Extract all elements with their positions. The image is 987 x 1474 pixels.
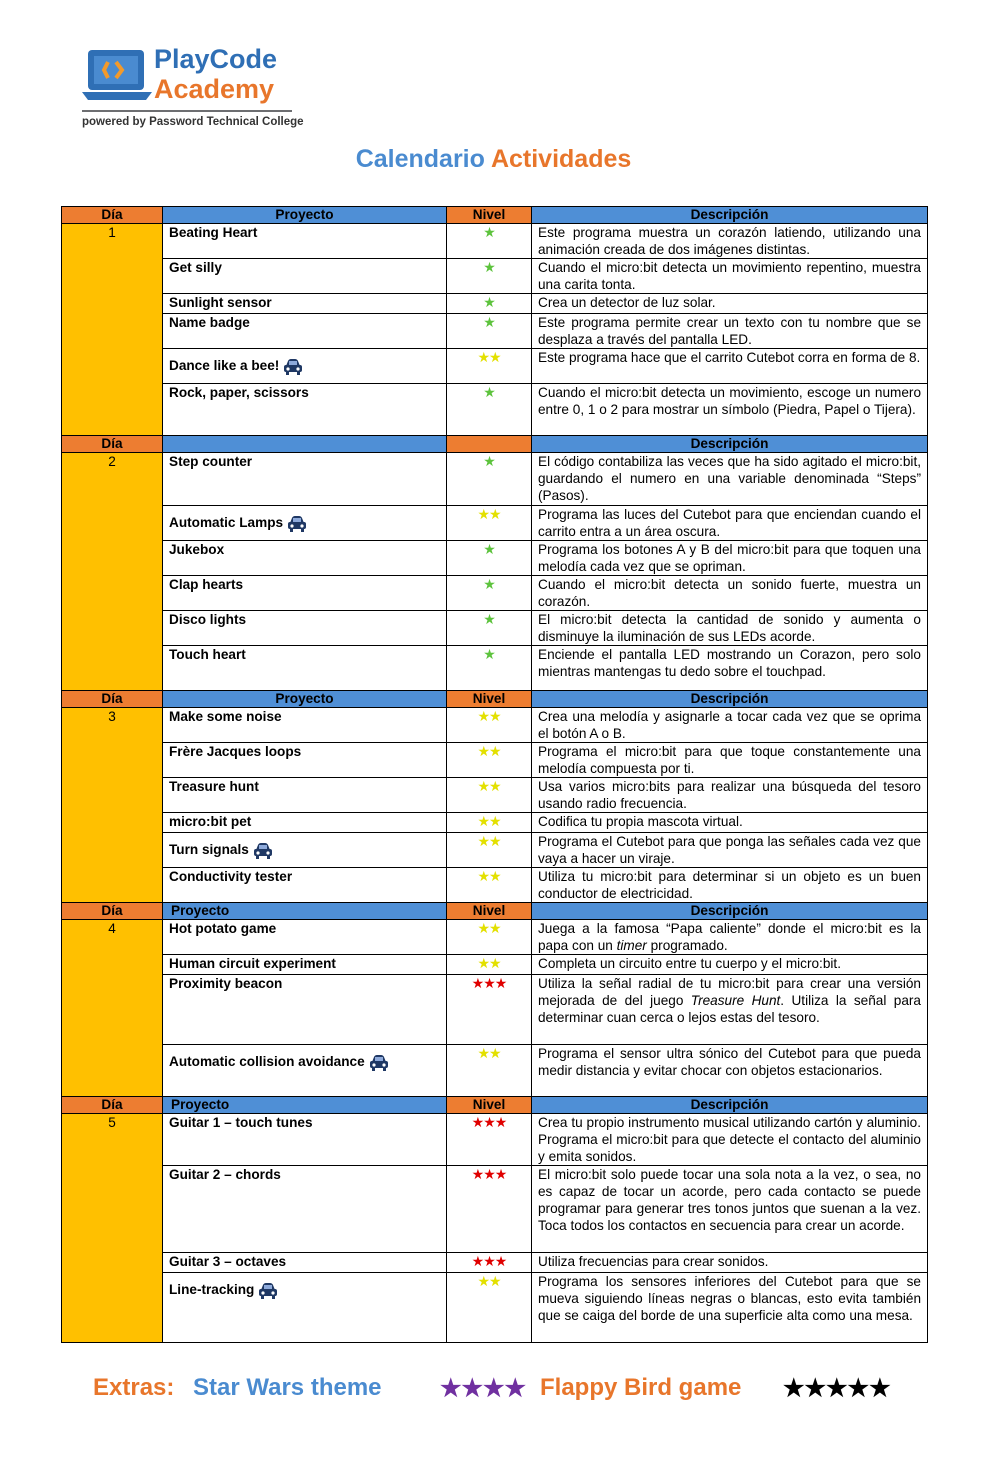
project-name-text: Line-tracking [169, 1282, 255, 1297]
logo-subtitle: powered by Password Technical College [82, 116, 304, 128]
header-project [163, 436, 447, 453]
project-name [163, 453, 447, 506]
project-name [163, 833, 447, 868]
project-name [163, 294, 447, 314]
description: El micro:bit solo puede tocar una sola nota a la vez, o sea, no es capaz de tocar un acorde, pero cada contacto se puede programar para generar tres tonos juntos que suenan a la vez. Toca todos los contactos en secuencia para crear un acorde. [532, 1166, 928, 1253]
project-name-text: Jukebox [169, 542, 225, 557]
project-name [163, 611, 447, 646]
day-header-row [62, 903, 928, 920]
table-row [62, 975, 928, 1045]
description: Completa un circuito entre tu cuerpo y el micro:bit. [532, 955, 928, 975]
table-row [62, 453, 928, 506]
header-project: Proyecto [163, 207, 447, 224]
project-name [163, 955, 447, 975]
level-stars: ★ [447, 576, 532, 611]
project-name [163, 314, 447, 349]
extra-flappy-bird: Flappy Bird game [540, 1374, 742, 1401]
project-name-text: Get silly [169, 260, 222, 275]
description: Programa los botones A y B del micro:bit para que toquen una melodía cada vez que se opriman. [532, 541, 928, 576]
table-row [62, 576, 928, 611]
project-name-text: Disco lights [169, 612, 247, 627]
table-row [62, 259, 928, 294]
laptop-logo-icon [82, 48, 152, 106]
header-description: Descripción [532, 691, 928, 708]
day-header-row [62, 1097, 928, 1114]
description: Programa el micro:bit para que toque constantemente una melodía compuesta por ti. [532, 743, 928, 778]
table-row [62, 1114, 928, 1166]
description: Utiliza frecuencias para crear sonidos. [532, 1253, 928, 1273]
day-header-row [62, 691, 928, 708]
description: El código contabiliza las veces que ha sido agitado el micro:bit, guardando el numero en una variable denominada “Steps” (Pasos). [532, 453, 928, 506]
project-name [163, 743, 447, 778]
table-row [62, 224, 928, 259]
description: Utiliza la señal radial de tu micro:bit para crear una versión mejorada de del juego Treasure Hunt. Utiliza la señal para determinar cuan cerca o lejos estas del tesoro. [532, 975, 928, 1045]
project-name [163, 224, 447, 259]
table-row [62, 1253, 928, 1273]
description: Crea un detector de luz solar. [532, 294, 928, 314]
project-name-text: Sunlight sensor [169, 295, 272, 310]
description: Crea una melodía y asignarle a tocar cada vez que se oprima el botón A o B. [532, 708, 928, 743]
day-number: 3 [62, 708, 163, 903]
header-day: Día [62, 207, 163, 224]
project-name-text: Beating Heart [169, 225, 258, 240]
level-stars: ★★ [447, 868, 532, 903]
project-name-text: Clap hearts [169, 577, 244, 592]
level-stars: ★ [447, 259, 532, 294]
logo-divider [82, 110, 292, 112]
project-name-text: Guitar 1 – touch tunes [169, 1115, 313, 1130]
project-name-wrap [169, 514, 307, 533]
header-level: Nivel [447, 903, 532, 920]
day-number: 1 [62, 224, 163, 436]
day-number: 5 [62, 1114, 163, 1343]
header-day: Día [62, 1097, 163, 1114]
level-stars: ★★ [447, 778, 532, 813]
project-name [163, 384, 447, 436]
level-stars: ★ [447, 314, 532, 349]
description: Enciende el pantalla LED mostrando un Corazon, pero solo mientras mantengas tu dedo sobre el touchpad. [532, 646, 928, 691]
project-name [163, 1114, 447, 1166]
project-name-text: Automatic collision avoidance [169, 1054, 365, 1069]
level-stars: ★★★ [447, 975, 532, 1045]
description: Cuando el micro:bit detecta un sonido fuerte, muestra un corazón. [532, 576, 928, 611]
header-description: Descripción [532, 1097, 928, 1114]
car-icon [253, 842, 273, 860]
project-name [163, 778, 447, 813]
table-row [62, 1045, 928, 1097]
car-icon [283, 358, 303, 376]
project-name [163, 813, 447, 833]
page-title: Calendario Actividades [355, 145, 632, 173]
level-stars: ★ [447, 611, 532, 646]
project-name-text: Touch heart [169, 647, 246, 662]
description: Este programa permite crear un texto con tu nombre que se desplaza a través del pantalla LED. [532, 314, 928, 349]
project-name-wrap [169, 1053, 389, 1072]
level-stars: ★★ [447, 813, 532, 833]
project-name-text: Automatic Lamps [169, 515, 284, 530]
table-row [62, 743, 928, 778]
description: Programa el Cutebot para que ponga las señales cada vez que vaya a hacer un viraje. [532, 833, 928, 868]
table-row [62, 1273, 928, 1343]
project-name-text: Dance like a bee! [169, 358, 280, 373]
level-stars: ★★ [447, 955, 532, 975]
project-name-wrap [169, 357, 303, 376]
description: Programa los sensores inferiores del Cutebot para que se mueva siguiendo líneas negras o blancas, esto evita también que se caiga del borde de una superficie alta como una mesa. [532, 1273, 928, 1343]
header-project: Proyecto [163, 691, 447, 708]
header-level: Nivel [447, 1097, 532, 1114]
description: Crea tu propio instrumento musical utilizando cartón y aluminio. Programa el micro:bit para que detecte el contacto del aluminio y emita sonidos. [532, 1114, 928, 1166]
extra-flappy-bird-level: ★★★★★ [783, 1375, 891, 1402]
logo-line2: Academy [154, 74, 275, 104]
project-name-wrap [169, 1281, 278, 1300]
table-row [62, 541, 928, 576]
project-name-text: Hot potato game [169, 921, 277, 936]
project-name [163, 1253, 447, 1273]
table-row [62, 778, 928, 813]
table-row [62, 506, 928, 541]
project-name [163, 868, 447, 903]
level-stars: ★ [447, 646, 532, 691]
table-row [62, 646, 928, 691]
level-stars: ★ [447, 224, 532, 259]
extras-label: Extras: [93, 1374, 175, 1401]
table-row [62, 833, 928, 868]
level-stars: ★★ [447, 743, 532, 778]
level-stars: ★★ [447, 708, 532, 743]
description: Codifica tu propia mascota virtual. [532, 813, 928, 833]
project-name-text: Guitar 3 – octaves [169, 1254, 287, 1269]
activities-table [61, 206, 928, 1343]
description: Utiliza tu micro:bit para determinar si un objeto es un buen conductor de electricidad. [532, 868, 928, 903]
project-name-text: Conductivity tester [169, 869, 293, 884]
table-row [62, 955, 928, 975]
day-header-row [62, 207, 928, 224]
project-name [163, 1273, 447, 1343]
project-name [163, 576, 447, 611]
project-name-text: Guitar 2 – chords [169, 1167, 281, 1182]
header-day: Día [62, 436, 163, 453]
day-number: 4 [62, 920, 163, 1097]
level-stars: ★★ [447, 1045, 532, 1097]
description: Usa varios micro:bits para realizar una búsqueda del tesoro usando radio frecuencia. [532, 778, 928, 813]
table-row [62, 813, 928, 833]
project-name-text: Rock, paper, scissors [169, 385, 309, 400]
project-name [163, 349, 447, 384]
project-name [163, 1045, 447, 1097]
description: Juega a la famosa “Papa caliente” donde el micro:bit es la papa con un timer programado. [532, 920, 928, 955]
level-stars: ★★ [447, 1273, 532, 1343]
header-description: Descripción [532, 436, 928, 453]
description: Programa las luces del Cutebot para que enciendan cuando el carrito entra a un área oscura. [532, 506, 928, 541]
table-row [62, 384, 928, 436]
table-row [62, 868, 928, 903]
table-row [62, 920, 928, 955]
extra-star-wars: Star Wars theme [193, 1374, 382, 1401]
project-name-text: Step counter [169, 454, 253, 469]
project-name [163, 1166, 447, 1253]
description: Cuando el micro:bit detecta un movimiento, escoge un numero entre 0, 1 o 2 para mostrar un símbolo (Piedra, Papel o Tijera). [532, 384, 928, 436]
project-name [163, 920, 447, 955]
description: Programa el sensor ultra sónico del Cutebot para que pueda medir distancia y evitar chocar con objetos estacionarios. [532, 1045, 928, 1097]
header-day: Día [62, 691, 163, 708]
project-name-wrap [169, 841, 273, 860]
description: Este programa hace que el carrito Cutebot corra en forma de 8. [532, 349, 928, 384]
level-stars: ★★ [447, 833, 532, 868]
extra-star-wars-level: ★★★★ [440, 1375, 527, 1402]
table-row [62, 708, 928, 743]
project-name-text: Frère Jacques loops [169, 744, 302, 759]
table-row [62, 294, 928, 314]
level-stars: ★ [447, 541, 532, 576]
header-level [447, 436, 532, 453]
project-name-text: Treasure hunt [169, 779, 259, 794]
header-description: Descripción [532, 903, 928, 920]
header-day: Día [62, 903, 163, 920]
car-icon [369, 1054, 389, 1072]
table-row [62, 611, 928, 646]
project-name-text: Human circuit experiment [169, 956, 336, 971]
level-stars: ★ [447, 294, 532, 314]
level-stars: ★ [447, 384, 532, 436]
table-row [62, 314, 928, 349]
project-name-text: Make some noise [169, 709, 282, 724]
car-icon [258, 1282, 278, 1300]
project-name [163, 708, 447, 743]
day-number: 2 [62, 453, 163, 691]
header-project: Proyecto [163, 1097, 447, 1114]
level-stars: ★ [447, 453, 532, 506]
header-description: Descripción [532, 207, 928, 224]
car-icon [287, 515, 307, 533]
description: El micro:bit detecta la cantidad de sonido y aumenta o disminuye la iluminación de sus LEDs acorde. [532, 611, 928, 646]
level-stars: ★★★ [447, 1166, 532, 1253]
project-name [163, 506, 447, 541]
table-row [62, 1166, 928, 1253]
level-stars: ★★ [447, 349, 532, 384]
level-stars: ★★ [447, 506, 532, 541]
project-name [163, 646, 447, 691]
header-level: Nivel [447, 207, 532, 224]
extras-footer [0, 1374, 987, 1406]
day-header-row [62, 436, 928, 453]
header-project: Proyecto [163, 903, 447, 920]
project-name [163, 541, 447, 576]
project-name [163, 975, 447, 1045]
header-level: Nivel [447, 691, 532, 708]
table-row [62, 349, 928, 384]
project-name-text: Name badge [169, 315, 250, 330]
level-stars: ★★★ [447, 1253, 532, 1273]
project-name-text: Turn signals [169, 842, 249, 857]
project-name-text: Proximity beacon [169, 976, 283, 991]
project-name [163, 259, 447, 294]
description: Este programa muestra un corazón latiendo, utilizando una animación creada de dos imágenes distintas. [532, 224, 928, 259]
level-stars: ★★★ [447, 1114, 532, 1166]
description: Cuando el micro:bit detecta un movimiento repentino, muestra una carita tonta. [532, 259, 928, 294]
logo [82, 44, 304, 136]
level-stars: ★★ [447, 920, 532, 955]
logo-line1: PlayCode [154, 44, 278, 74]
project-name-text: micro:bit pet [169, 814, 252, 829]
